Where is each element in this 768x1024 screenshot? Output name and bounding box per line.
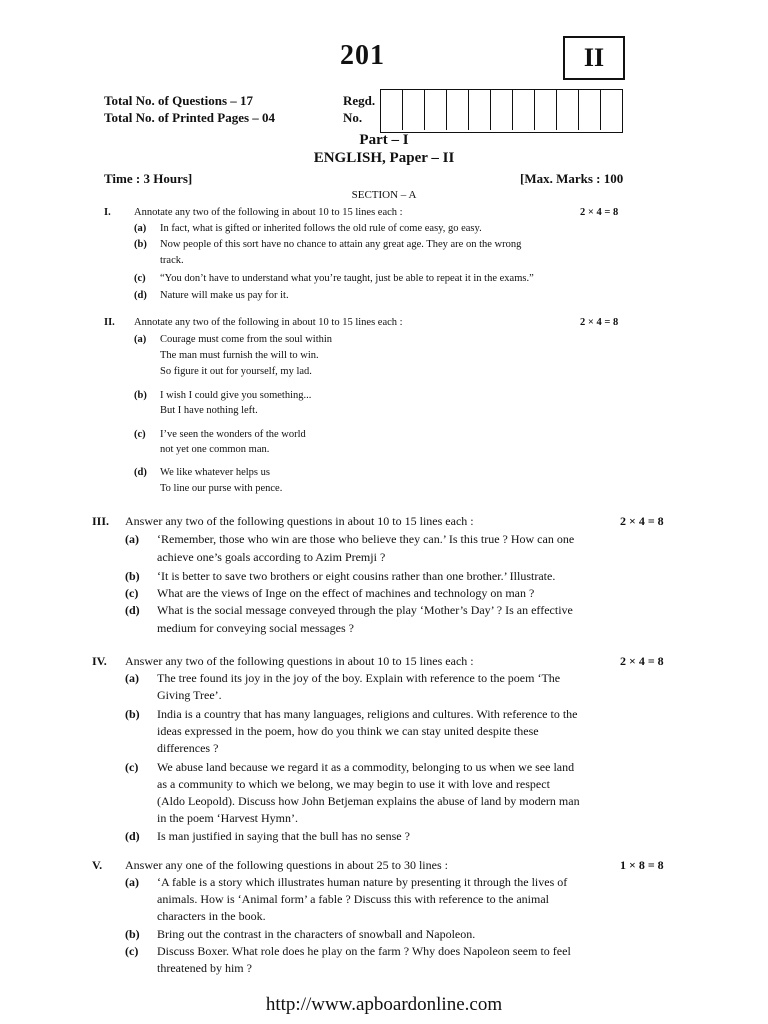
q4-option-d: Is man justified in saying that the bull has no sense ?	[157, 829, 410, 843]
q2-option-d-line1: We like whatever helps us	[160, 467, 270, 478]
option-label: (b)	[134, 390, 147, 401]
q4-option-b-cont1: ideas expressed in the poem, how do you think we can stay united despite these	[157, 724, 539, 738]
q2-option-a-line3: So figure it out for yourself, my lad.	[160, 366, 312, 377]
option-label: (c)	[125, 944, 139, 958]
q2-number: II.	[104, 317, 115, 328]
q4-marks: 2 × 4 = 8	[620, 654, 664, 668]
regd-label: Regd.	[343, 93, 376, 108]
part-heading: Part – I	[359, 132, 409, 148]
option-label: (b)	[125, 927, 140, 941]
option-label: (c)	[125, 760, 139, 774]
option-label: (a)	[134, 334, 147, 345]
q1-option-a: In fact, what is gifted or inherited follows the old rule of come easy, go easy.	[160, 223, 482, 234]
option-label: (a)	[125, 671, 139, 685]
q3-option-c: What are the views of Inge on the effect of machines and technology on man ?	[157, 586, 535, 600]
q4-option-c-cont1: as a community to which we belong, we may begin to use it with love and respect	[157, 777, 550, 791]
q5-option-b: Bring out the contrast in the characters of snowball and Napoleon.	[157, 927, 476, 941]
option-label: (b)	[125, 569, 140, 583]
q1-option-b-cont: track.	[160, 255, 184, 266]
q5-instruction: Answer any one of the following questions in about 25 to 30 lines :	[125, 858, 448, 872]
paper-code: 201	[340, 40, 385, 71]
q5-number: V.	[92, 858, 103, 872]
option-label: (c)	[125, 586, 139, 600]
q5-option-a-cont2: characters in the book.	[157, 909, 266, 923]
registration-number-boxes	[380, 89, 623, 133]
regd-no-label: No.	[343, 110, 363, 125]
q2-option-a-line2: The man must furnish the will to win.	[160, 350, 319, 361]
option-label: (c)	[134, 273, 146, 284]
q5-option-a: ‘A fable is a story which illustrates human nature by presenting it through the lives of	[157, 875, 568, 889]
option-label: (a)	[125, 875, 139, 889]
q5-option-c-cont: threatened by him ?	[157, 961, 252, 975]
option-label: (d)	[134, 467, 147, 478]
q1-option-d: Nature will make us pay for it.	[160, 290, 289, 301]
q2-option-c-line1: I’ve seen the wonders of the world	[160, 429, 306, 440]
q4-option-a-cont: Giving Tree’.	[157, 688, 222, 702]
total-questions: Total No. of Questions – 17	[104, 93, 254, 108]
footer-url: http://www.apboardonline.com	[265, 994, 503, 1015]
q1-marks: 2 × 4 = 8	[580, 207, 619, 218]
q4-option-c-cont3: in the poem ‘Harvest Hymn’.	[157, 811, 298, 825]
q3-marks: 2 × 4 = 8	[620, 514, 664, 528]
option-label: (d)	[125, 829, 140, 843]
q1-instruction: Annotate any two of the following in about 10 to 15 lines each :	[134, 207, 403, 218]
q2-option-c-line2: not yet one common man.	[160, 444, 270, 455]
max-marks-label: [Max. Marks : 100	[520, 171, 624, 186]
q5-option-c: Discuss Boxer. What role does he play on the farm ? Why does Napoleon seem to feel	[157, 944, 571, 958]
q4-option-b: India is a country that has many languages, religions and cultures. With reference to the	[157, 707, 578, 721]
q2-instruction: Annotate any two of the following in about 10 to 15 lines each :	[134, 317, 403, 328]
total-pages: Total No. of Printed Pages – 04	[104, 110, 276, 125]
q2-marks: 2 × 4 = 8	[580, 317, 619, 328]
q3-option-d-cont: medium for conveying social messages ?	[157, 621, 354, 635]
q3-option-b: ‘It is better to save two brothers or eight cousins rather than one brother.’ Illustrate.	[157, 569, 556, 583]
q2-option-b-line2: But I have nothing left.	[160, 405, 258, 416]
option-label: (a)	[125, 532, 139, 546]
subject-heading: ENGLISH, Paper – II	[313, 150, 455, 166]
q2-option-a-line1: Courage must come from the soul within	[160, 334, 333, 345]
option-label: (b)	[125, 707, 140, 721]
option-label: (a)	[134, 223, 147, 234]
option-label: (c)	[134, 429, 146, 440]
q3-option-a: ‘Remember, those who win are those who believe they can.’ Is this true ? How can one	[157, 532, 575, 546]
q3-number: III.	[92, 514, 110, 528]
q1-number: I.	[104, 207, 111, 218]
q4-number: IV.	[92, 654, 107, 668]
q1-option-c: “You don’t have to understand what you’re taught, just be able to repeat it in the exams.”	[160, 273, 534, 284]
option-label: (b)	[134, 239, 147, 250]
q4-option-b-cont2: differences ?	[157, 741, 219, 755]
option-label: (d)	[134, 290, 147, 301]
q3-option-d: What is the social message conveyed through the play ‘Mother’s Day’ ? Is an effective	[157, 603, 573, 617]
q4-option-c: We abuse land because we regard it as a commodity, belonging to us when we see land	[157, 760, 575, 774]
q1-option-b: Now people of this sort have no chance to attain any great age. They are on the wrong	[160, 239, 522, 250]
option-label: (d)	[125, 603, 140, 617]
set-number-box: II	[563, 36, 625, 80]
q4-option-c-cont2: (Aldo Leopold). Discuss how John Betjeman explains the abuse of land by modern man	[157, 794, 580, 808]
time-label: Time : 3 Hours]	[104, 171, 193, 186]
q4-instruction: Answer any two of the following questions in about 10 to 15 lines each :	[125, 654, 474, 668]
q3-instruction: Answer any two of the following questions in about 10 to 15 lines each :	[125, 514, 474, 528]
q2-option-b-line1: I wish I could give you something...	[160, 390, 312, 401]
q3-option-a-cont: achieve one’s goals according to Azim Premji ?	[157, 550, 386, 564]
q5-marks: 1 × 8 = 8	[620, 858, 664, 872]
q2-option-d-line2: To line our purse with pence.	[160, 483, 283, 494]
q5-option-a-cont1: animals. How is ‘Animal form’ a fable ? Discuss this with reference to the animal	[157, 892, 549, 906]
section-heading: SECTION – A	[351, 189, 417, 201]
q4-option-a: The tree found its joy in the joy of the boy. Explain with reference to the poem ‘The	[157, 671, 561, 685]
